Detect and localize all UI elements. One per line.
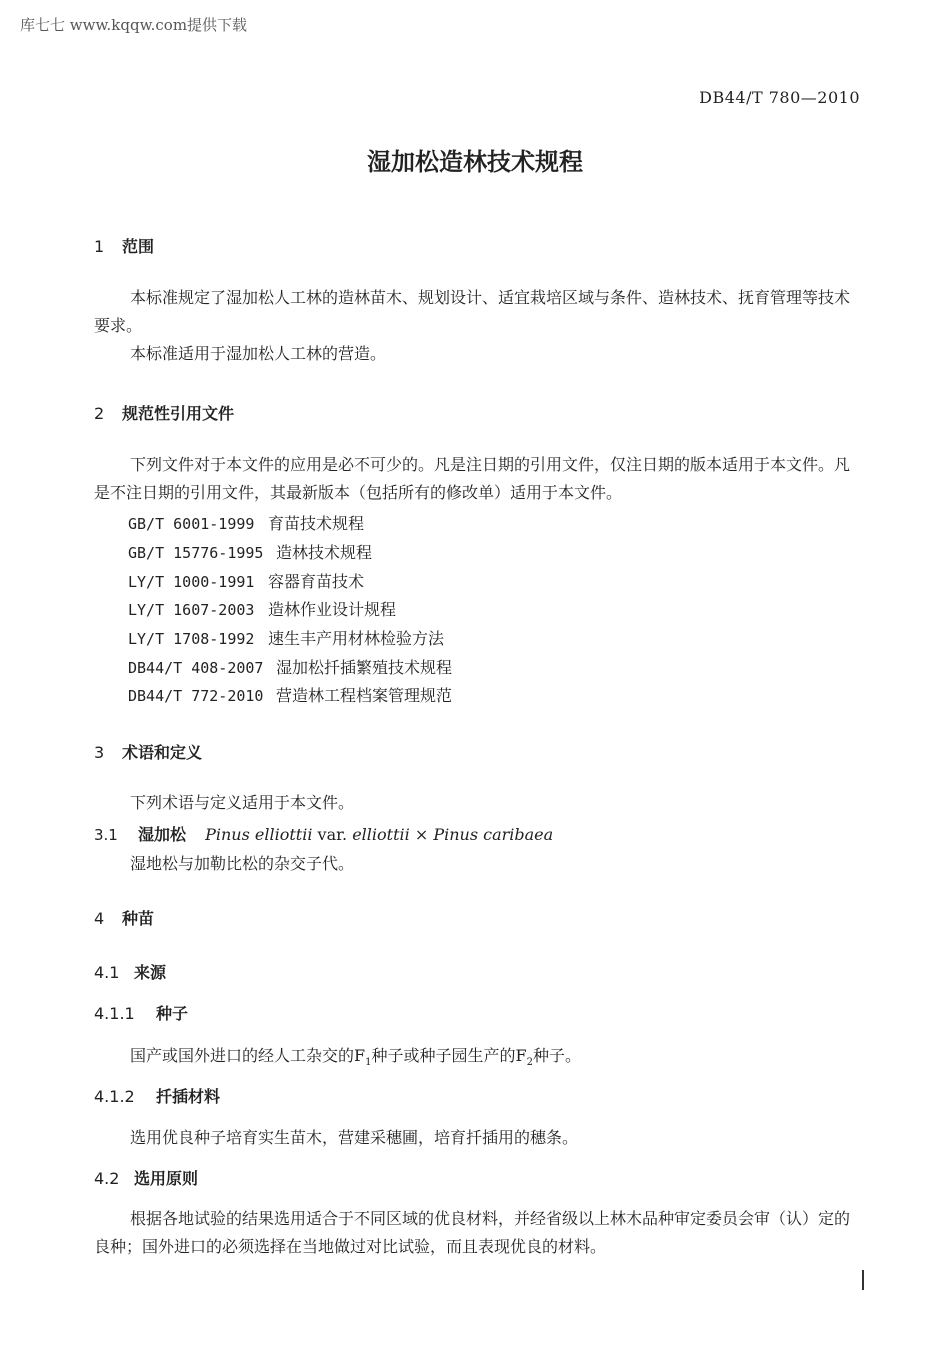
- subsection-number: 4.1: [94, 963, 120, 982]
- reference-item: [128, 626, 444, 649]
- subsection-4-2-heading: [94, 1166, 198, 1189]
- subscript: 1: [365, 1057, 372, 1069]
- subsection-title: 扦插材料: [156, 1087, 221, 1106]
- reference-code: LY/T 1607-2003: [128, 601, 255, 619]
- text-fragment: 国产或国外进口的经人工杂交的F: [130, 1046, 366, 1065]
- section-1-paragraph-1: 本标准规定了湿加松人工林的造林苗木、规划设计、适宜栽培区域与条件、造林技术、抚育管理等技术要求。: [94, 288, 851, 335]
- reference-title: 造林作业设计规程: [268, 600, 397, 619]
- reference-code: DB44/T 772-2010: [128, 687, 264, 705]
- section-number: 2: [94, 404, 105, 423]
- document-number: DB44/T 780—2010: [699, 88, 860, 107]
- section-number: 1: [94, 237, 105, 256]
- reference-code: GB/T 6001-1999: [128, 515, 255, 533]
- section-2-heading: [94, 401, 234, 424]
- page-mark: [862, 1270, 864, 1290]
- term-name: 湿加松: [138, 825, 187, 844]
- section-title: 范围: [122, 237, 155, 256]
- text-fragment: 种子或种子园生产的F: [371, 1046, 527, 1065]
- reference-code: DB44/T 408-2007: [128, 659, 264, 677]
- section-1-paragraph-2: 本标准适用于湿加松人工林的营造。: [130, 344, 387, 363]
- subsection-number: 4.1.1: [94, 1004, 135, 1023]
- subsection-4-1-1-heading: [94, 1001, 188, 1024]
- section-title: 种苗: [122, 909, 155, 928]
- reference-item: [128, 511, 364, 534]
- reference-item: [128, 540, 372, 563]
- latin-variety: elliottii: [352, 825, 410, 844]
- section-1-heading: [94, 234, 154, 257]
- subscript: 2: [526, 1057, 533, 1069]
- selection-principle-text: 根据各地试验的结果选用适合于不同区域的优良材料，并经省级以上林木品种审定委员会审（认）定的良种；国外进口的必须选择在当地做过对比试验，而且表现优良的材料。: [94, 1209, 851, 1256]
- reference-code: GB/T 15776-1995: [128, 544, 264, 562]
- reference-title: 容器育苗技术: [268, 572, 365, 591]
- reference-title: 造林技术规程: [276, 543, 373, 562]
- section-number: 4: [94, 909, 105, 928]
- reference-item: [128, 683, 452, 706]
- reference-item: [128, 569, 364, 592]
- subsection-4-1-heading: [94, 960, 166, 983]
- subsection-number: 4.2: [94, 1169, 120, 1188]
- term-entry: [94, 822, 553, 845]
- reference-item: [128, 597, 396, 620]
- term-definition: 湿地松与加勒比松的杂交子代。: [130, 854, 355, 873]
- section-3-paragraph: 下列术语与定义适用于本文件。: [130, 793, 355, 812]
- subsection-title: 来源: [134, 963, 167, 982]
- seed-source-text: [130, 1043, 581, 1068]
- reference-code: LY/T 1708-1992: [128, 630, 255, 648]
- reference-title: 育苗技术规程: [268, 514, 365, 533]
- section-2-paragraph: 下列文件对于本文件的应用是必不可少的。凡是注日期的引用文件，仅注日期的版本适用于本文件。凡是不注日期的引用文件，其最新版本（包括所有的修改单）适用于本文件。: [94, 455, 851, 502]
- text-fragment: 种子。: [532, 1046, 581, 1065]
- reference-title: 营造林工程档案管理规范: [276, 686, 453, 705]
- subsection-title: 种子: [156, 1004, 189, 1023]
- page-title: 湿加松造林技术规程: [367, 148, 583, 176]
- reference-code: LY/T 1000-1991: [128, 573, 255, 591]
- reference-title: 速生丰产用材林检验方法: [268, 629, 445, 648]
- reference-title: 湿加松扦插繁殖技术规程: [276, 658, 453, 677]
- cutting-material-text: 选用优良种子培育实生苗木，营建采穗圃，培育扦插用的穗条。: [130, 1128, 579, 1147]
- latin-genus-species: Pinus elliottii: [205, 825, 313, 844]
- term-number: 3.1: [94, 826, 118, 844]
- watermark: 库七七 www.kqqw.com提供下载: [20, 16, 248, 34]
- hybrid-sign: ×: [414, 825, 429, 844]
- subsection-4-1-2-heading: [94, 1084, 220, 1107]
- reference-item: [128, 655, 452, 678]
- subsection-number: 4.1.2: [94, 1087, 135, 1106]
- section-number: 3: [94, 743, 105, 762]
- latin-parent-2: Pinus caribaea: [433, 825, 554, 844]
- latin-var: var.: [317, 825, 348, 844]
- subsection-title: 选用原则: [134, 1169, 199, 1188]
- section-3-heading: [94, 740, 202, 763]
- section-4-heading: [94, 906, 154, 929]
- section-title: 规范性引用文件: [122, 404, 235, 423]
- section-title: 术语和定义: [122, 743, 203, 762]
